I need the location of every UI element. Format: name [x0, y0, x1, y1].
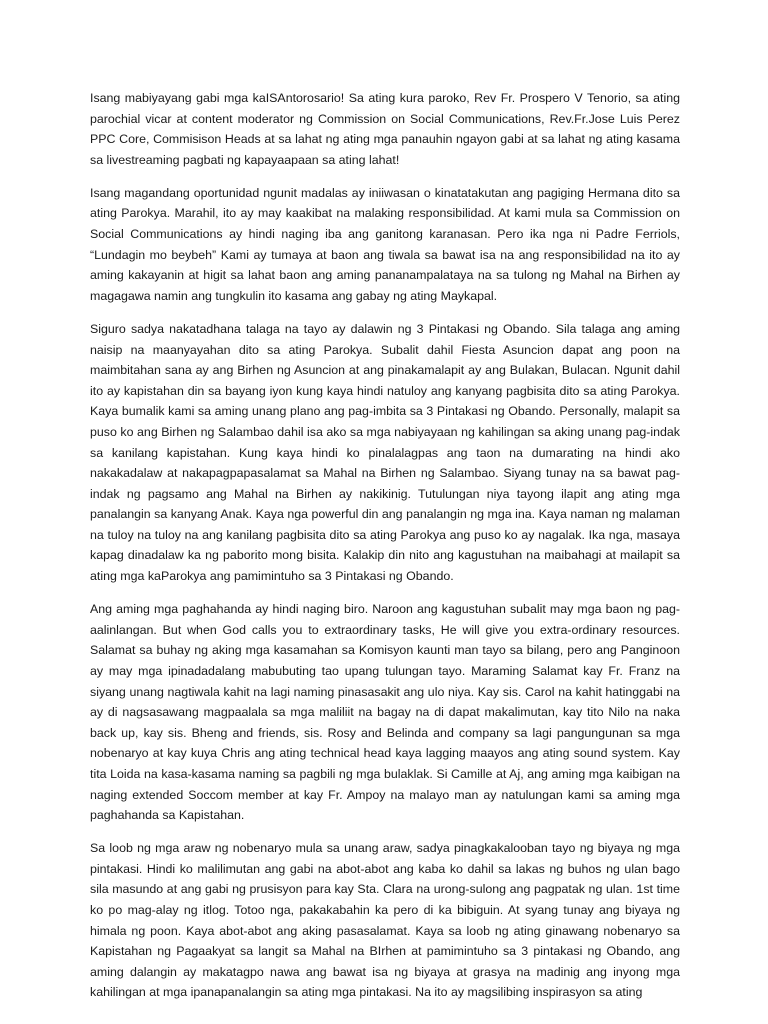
paragraph-greeting: Isang mabiyayang gabi mga kaISAntorosario! Sa ating kura paroko, Rev Fr. Prospero V Tenorio, sa ating parochial vicar at content moderator ng Commission on Social Communications, Rev.Fr.Jose Luis Perez PPC Core, Commisison Heads at sa lahat ng ating mga panauhin ngayon gabi at sa lahat ng ating kasama sa livestreaming pagbati ng kapayaapaan sa ating lahat!	[90, 91, 680, 167]
paragraph-preparations: Ang aming mga paghahanda ay hindi naging biro. Naroon ang kagustuhan subalit may mga baon ng pag-aalinlangan. But when God calls you to extraordinary tasks, He will give you extra-ordinary resources. Salamat sa buhay ng aking mga kasamahan sa Komisyon kaunti man tayo sa bilang, pero ang Panginoon ay may mga ipinadadalang mabubuting tao upang tulungan tayo. Maraming Salamat kay Fr. Franz na siyang unang nagtiwala kahit na lagi naming pinasasakit ang ulo niya. Kay sis. Carol na kahit hatinggabi na ay di nagsasawang magpaalala sa mga maliliit na bagay na di dapat makalimutan, kay tito Nilo na naka back up, kay sis. Bheng and friends, sis. Rosy and Belinda and company sa lagi pangungunan sa mga nobenaryo at kay kuya Chris ang ating technical head kaya lagging maayos ang ating sound system. Kay tita Loida na kasa-kasama naming sa pagbili ng mga bulaklak. Si Camille at Aj, ang aming mga kaibigan na naging extended Soccom member at kay Fr. Ampoy na malayo man ay natulungan kami sa aming mga paghahanda sa Kapistahan.	[90, 602, 680, 823]
paragraph-pintakasi: Siguro sadya nakatadhana talaga na tayo ay dalawin ng 3 Pintakasi ng Obando. Sila talaga ang aming naisip na maanyayahan dito sa ating Parokya. Subalit dahil Fiesta Asuncion dapat ang poon na maimbitahan sana ay ang Birhen ng Asuncion at ang pinakamalapit ay ang Bulakan, Bulacan. Ngunit dahil ito ay kapistahan din sa bayang iyon kung kaya hindi natuloy ang kanyang pagbisita dito sa ating Parokya. Kaya bumalik kami sa aming unang plano ang pag-imbita sa 3 Pintakasi ng Obando. Personally, malapit sa puso ko ang Birhen ng Salambao dahil isa ako sa mga nabiyayaan ng kahilingan sa aking unang pag-indak sa kanilang kapistahan. Kung kaya hindi ko pinalalagpas ang taon na dumarating na hindi ako nakakadalaw at nakapagpapasalamat sa Mahal na Birhen ng Salambao. Siyang tunay na sa bawat pag-indak ng pagsamo ang Mahal na Birhen ay nakikinig. Tutulungan niya tayong ilapit ang ating mga panalangin sa kanyang Anak. Kaya nga powerful din ang panalangin ng mga ina. Kaya naman ng malaman na tuloy na tuloy na ang kanilang pagbisita dito sa ating Parokya ang puso ko ay nagalak. Ika nga, masaya kapag dinadalaw ka ng paborito mong bisita. Kalakip din nito ang kagustuhan na maibahagi at mailapit sa ating mga kaParokya ang pamimintuho sa 3 Pintakasi ng Obando.	[90, 321, 680, 584]
document-body	[90, 88, 680, 1015]
paragraph-novena: Sa loob ng mga araw ng nobenaryo mula sa unang araw, sadya pinagkakalooban tayo ng biyaya ng mga pintakasi. Hindi ko malilimutan ang gabi na abot-abot ang kaba ko dahil sa lakas ng buhos ng ulan bago sila masundo at ang gabi ng prusisyon para kay Sta. Clara na urong-sulong ang pagpatak ng ulan. 1st time ko po mag-alay ng itlog. Totoo nga, pakakabahin ka pero di ka bibiguin. At syang tunay ang biyaya ng himala ng poon. Kaya abot-abot ang aking pasasalamat. Kaya sa loob ng ating ginawang nobenaryo sa Kapistahan ng Pagaakyat sa langit sa Mahal na BIrhen at pamimintuho sa 3 pintakasi ng Obando, ang aming dalangin ay makatagpo nawa ang bawat isa ng biyaya at grasya na madinig ang inyong mga kahilingan at mga ipanapanalangin sa ating mga pintakasi. Na ito ay magsilibing inspirasyon sa ating	[90, 841, 680, 1000]
paragraph-hermana: Isang magandang oportunidad ngunit madalas ay iniiwasan o kinatatakutan ang pagiging Hermana dito sa ating Parokya. Marahil, ito ay may kaakibat na malaking responsibilidad. At kami mula sa Commission on Social Communications ay hindi naging iba ang ganitong karanasan. Pero ika nga ni Padre Ferriols, “Lundagin mo beybeh” Kami ay tumaya at baon ang tiwala sa bawat isa na ang responsibilidad na ito ay aming kakayanin at higit sa lahat baon ang aming pananampalataya na sa tulong ng Mahal na Birhen ay magagawa namin ang tungkulin ito kasama ang gabay ng ating Maykapal.	[90, 185, 680, 303]
